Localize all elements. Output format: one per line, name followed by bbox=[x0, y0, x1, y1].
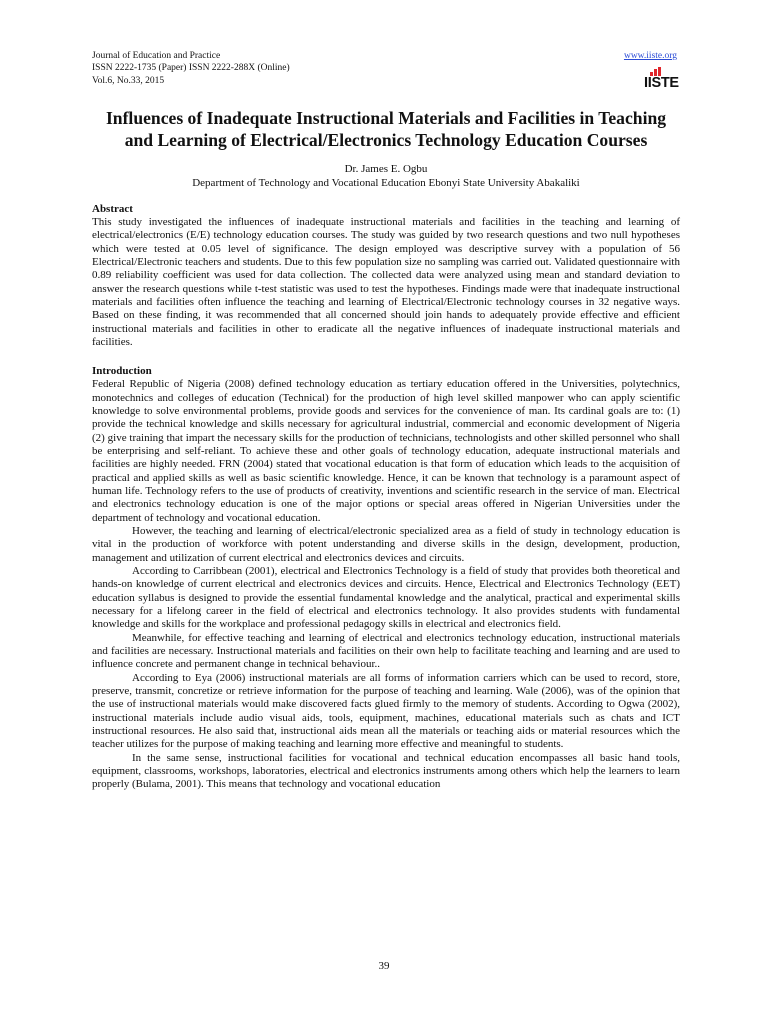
journal-meta bbox=[92, 50, 392, 87]
intro-paragraph: However, the teaching and learning of electrical/electronic specialized area as a field of study in technology education is vital in the production of workforce with potent understanding and diverse skills in the design, development, production, management and utilization of current electrical and electronics devices and circuits. bbox=[92, 525, 680, 564]
paper-affiliation: Department of Technology and Vocational Education Ebonyi State University Abakaliki bbox=[192, 176, 580, 189]
iiste-logo bbox=[644, 67, 678, 97]
journal-url-link[interactable]: www.iiste.org bbox=[623, 51, 677, 61]
abstract-heading: Abstract bbox=[92, 202, 133, 215]
logo-text: IISTE bbox=[644, 75, 679, 91]
paper-title: Influences of Inadequate Instructional Materials and Facilities in Teaching and Learning of Electrical/Electronics Technology Education Courses bbox=[105, 108, 667, 150]
intro-paragraph: Meanwhile, for effective teaching and learning of electrical and electronics technology education, instructional materials and facilities are necessary. Instructional materials and facilities on their own help to facilitate teaching and learning and are used to influence concrete and permanent change in technical behaviour.. bbox=[92, 631, 680, 671]
journal-name: Journal of Education and Practice bbox=[92, 51, 221, 61]
intro-paragraph: According to Carribbean (2001), electrical and Electronics Technology is a field of study that provides both theoretical and hands-on knowledge of current electrical and electronics devices and circuits. Hence, Electrical and Electronics Technology (EET) education syllabus is designed to provide the essential fundamental knowledge and the analytical, practical and experimental skills necessary for a lifelong career in the field of electrical and electronics technology. It also provides students with fundamental knowledge and skills for the workplace and professional pedagogy skills in electrical and electronics field. bbox=[92, 565, 680, 631]
journal-volume: Vol.6, No.33, 2015 bbox=[92, 75, 165, 86]
intro-paragraph: Federal Republic of Nigeria (2008) defined technology education as tertiary education offered in the Universities, polytechnics, monotechnics and colleges of education (Technical) for the production of high level skilled manpower who can apply scientific knowledge to solve environmental problems, provide goods and services for the convenience of man. Its cardinal goals are to: (1) provide the technical knowledge and skills necessary for agricultural industrial, commercial and economic development of Nigeria (2) give training that impart the necessary skills for the production of technicians, technologists and other skilled personnel who shall be enterprising and self-reliant. To achieve these and other goals of technology education, adequate instructional materials and facilities are highly needed. FRN (2004) stated that vocational education is that form of education which leads to the acquisition of practical and applied skills as well as basic scientific knowledge. Hence, it can be known that technology is a paramount aspect of human life. Technology refers to the use of products of creativity, inventions and scientific research in the service of man. Electrical and electronics technology education is one of the major options or special areas offered in Nigerian Universities under the department of technology and vocational education. bbox=[92, 378, 680, 524]
journal-header bbox=[92, 50, 680, 96]
abstract-text: This study investigated the influences of inadequate instructional materials and facilities in the teaching and learning of electrical/electronics (E/E) technology education courses. The study was guided by two research questions and two null hypotheses which were tested at 0.05 level of significance. The design employed was descriptive survey with a population of 56 Electrical/Electronic teachers and students. Due to this few population size no sampling was carried out. Validated questionnaire with 0.89 reliability coefficient was used for data collection. The collected data were analyzed using mean and standard deviation to answer the research questions while t-test statistic was used to test the hypotheses. Findings made were that inadequate instructional materials and facilities often influence the teaching and learning of Electrical/Electronic technology courses in 32 negative ways. Based on these finding, it was recommended that all concerned should join hands to adequately provide effective and efficient instructional materials and facilities in other to eradicate all the negative influences of inadequate instructional materials and facilities. bbox=[92, 215, 680, 348]
introduction-heading: Introduction bbox=[92, 365, 152, 378]
intro-paragraph: In the same sense, instructional facilities for vocational and technical education encompasses all basic hand tools, equipment, classrooms, workshops, laboratories, electrical and electronics instruments among others which help the learners to learn properly (Bulama, 2001). This means that technology and vocational education bbox=[92, 751, 680, 791]
journal-issn: ISSN 2222-1735 (Paper) ISSN 2222-288X (Online) bbox=[92, 63, 290, 74]
journal-page bbox=[92, 50, 680, 792]
page-number: 39 bbox=[378, 960, 390, 972]
intro-paragraph: According to Eya (2006) instructional materials are all forms of information carriers which can be used to record, store, preserve, transmit, concretize or retrieve information for the purpose of teaching and learning. Wale (2006), was of the opinion that the use of instructional materials would make discovered facts glued firmly to the memory of students. According to Ogwa (2002), instructional materials include audio visual aids, tools, equipment, machines, educational materials such as chats and ICT instructional resources. He also said that, instructional aids mean all the materials or teaching aids or material resources which the teacher utilizes for the purpose of making teaching and learning more effective and meaningful to students. bbox=[92, 671, 680, 751]
paper-author: Dr. James E. Ogbu bbox=[344, 163, 428, 175]
